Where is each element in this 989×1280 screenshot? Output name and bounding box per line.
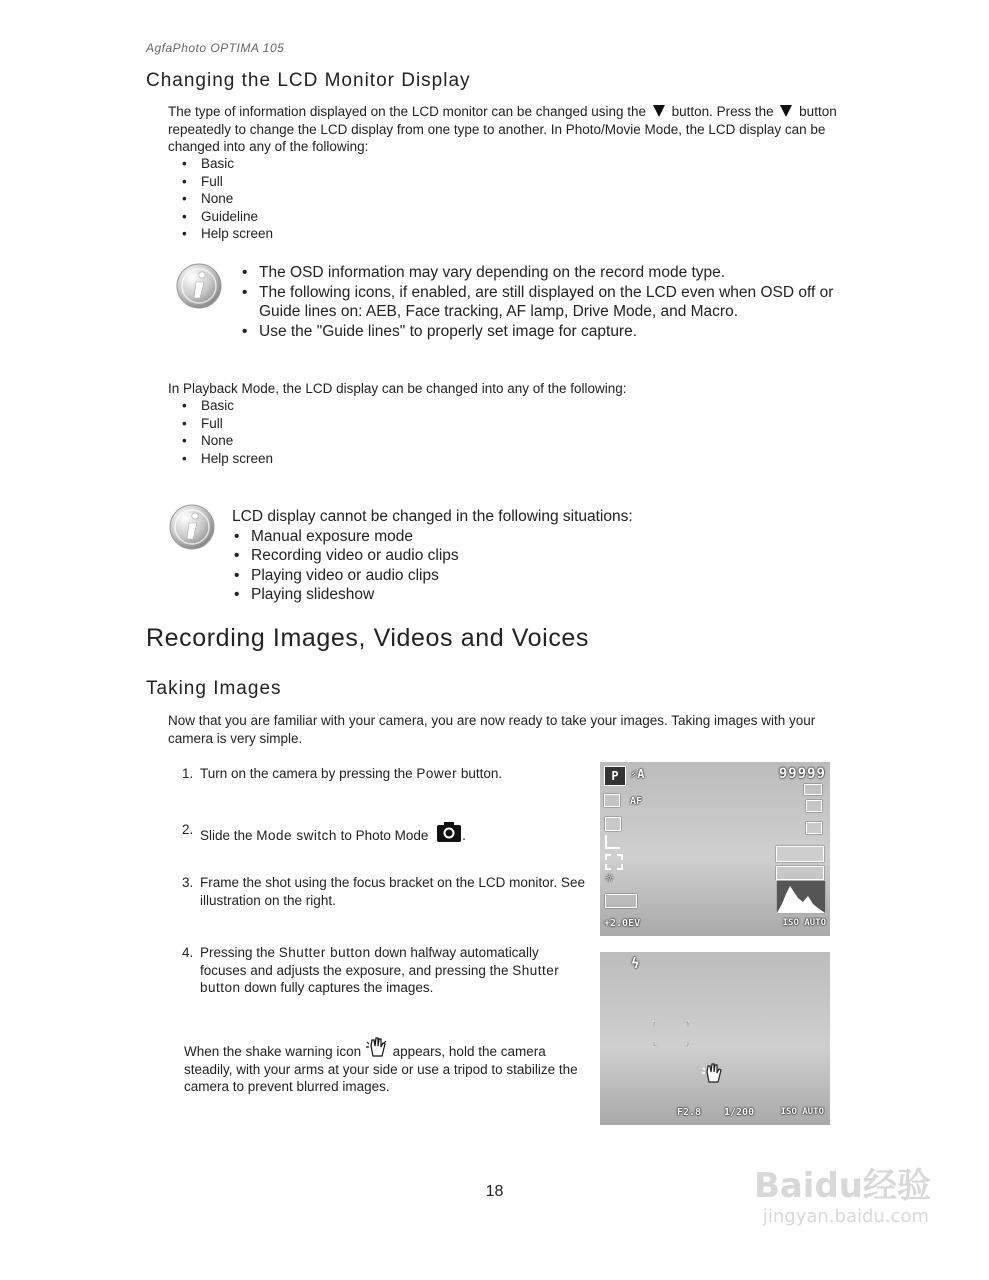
metering-icon — [605, 835, 620, 849]
note-item: • Recording video or audio clips — [232, 546, 732, 566]
page-number: 18 — [485, 1183, 504, 1200]
color-icon — [776, 866, 824, 880]
list-item: • Full — [168, 415, 273, 433]
list-item: • Help screen — [168, 225, 273, 243]
iso-indicator: ISO AUTO — [782, 918, 826, 928]
note-item: • The OSD information may vary depending on the record mode type. — [240, 263, 850, 283]
shake-text-a: When the shake warning icon — [184, 1044, 362, 1059]
shake-warning-paragraph — [184, 1036, 589, 1096]
intro-text-a: The type of information displayed on the LCD monitor can be changed using the — [168, 104, 647, 119]
playback-mode-list — [168, 397, 273, 467]
document-header: AgfaPhoto OPTIMA 105 — [146, 41, 285, 55]
step-number: 1. — [182, 766, 194, 781]
list-item: • Guideline — [168, 208, 273, 226]
step-keyword: Shutter button — [278, 945, 371, 960]
quality-icon — [605, 817, 621, 831]
focus-bracket — [650, 1018, 692, 1050]
down-arrow-icon — [780, 105, 792, 117]
step-text: to Photo Mode — [336, 828, 429, 843]
program-mode-icon: P — [604, 766, 626, 786]
histogram — [776, 880, 826, 914]
lcd-shutter-half-press-illustration — [600, 952, 830, 1125]
note-intro: LCD display cannot be changed in the following situations: — [232, 508, 633, 525]
step-keyword: Mode switch — [256, 828, 337, 843]
step-text: Pressing the — [200, 945, 279, 960]
intro-text-b: button. Press the — [671, 104, 774, 119]
section-title-recording: Recording Images, Videos and Voices — [146, 624, 590, 652]
step-text: Turn on the camera by pressing the — [200, 766, 417, 781]
photo-mode-list — [168, 155, 273, 243]
list-item: • None — [168, 190, 273, 208]
aperture-value: F2.8 — [677, 1107, 702, 1118]
battery-icon — [804, 784, 822, 795]
step-text: down halfway automatically focuses and adjusts the exposure, and pressing the — [200, 945, 539, 978]
list-item: • None — [168, 432, 273, 450]
note-box-lcd-restrictions — [232, 507, 732, 605]
step-number: 3. — [182, 875, 194, 890]
flash-icon: ϟ — [631, 956, 640, 972]
focus-area-icon — [605, 854, 623, 870]
step-1 — [182, 765, 587, 783]
info-icon — [175, 262, 223, 315]
down-arrow-icon — [653, 105, 665, 117]
note-item: • Manual exposure mode — [232, 527, 732, 547]
intro-text-c: button repeatedly to change the LCD display from one type to another. In Photo/Movie Mode, the LCD display can be changed into any of the following: — [168, 104, 837, 154]
step-keyword: Shutter button — [200, 962, 560, 995]
watermark-url: jingyan.baidu.com — [762, 1206, 929, 1227]
section-title-lcd: Changing the LCD Monitor Display — [146, 70, 471, 91]
camera-icon — [436, 821, 462, 843]
step-number: 2. — [182, 822, 194, 837]
list-item: • Basic — [168, 155, 273, 173]
note-item: • Playing video or audio clips — [232, 566, 732, 586]
date-stamp-icon — [806, 822, 822, 834]
af-lamp-icon: AF — [630, 796, 643, 807]
note-item: • Use the "Guide lines" to properly set image for capture. — [240, 322, 850, 342]
step-text: Frame the shot using the focus bracket on the LCD monitor. See illustration on the right. — [200, 875, 585, 908]
step-text: down fully captures the images. — [240, 980, 434, 995]
taking-images-intro: Now that you are familiar with your camera, you are now ready to take your images. Taking images with your camera is very simple. — [168, 713, 816, 746]
note-box-osd — [240, 263, 850, 341]
note-item: • The following icons, if enabled, are still displayed on the LCD even when OSD off or Guide lines on: AEB, Face tracking, AF lamp, Drive Mode, and Macro. — [240, 283, 850, 322]
shutter-speed: 1/200 — [724, 1107, 755, 1118]
shake-warning-icon — [701, 1062, 725, 1084]
list-item: • Basic — [168, 397, 273, 415]
step-number: 4. — [182, 945, 194, 960]
playback-intro: In Playback Mode, the LCD display can be changed into any of the following: — [168, 381, 627, 396]
step-3 — [182, 874, 587, 909]
watermark-brand: Baidu经验 — [753, 1166, 931, 1206]
storage-icon — [806, 800, 822, 812]
subsection-title-taking-images: Taking Images — [146, 678, 282, 699]
lcd-full-display-illustration — [600, 762, 830, 936]
shot-count: 99999 — [778, 766, 826, 782]
step-text: Slide the — [200, 828, 257, 843]
iso-indicator: ISO AUTO — [780, 1107, 824, 1117]
step-keyword: Power — [416, 766, 458, 781]
white-balance-icon: ☼ — [605, 871, 614, 887]
step-text: button. — [457, 766, 503, 781]
note-item: • Playing slideshow — [232, 585, 732, 605]
step-2: 2. Slide the Mode switch to Photo Mode . — [182, 822, 466, 843]
step-4 — [182, 944, 587, 997]
face-tracking-icon — [605, 894, 637, 908]
flash-auto-icon: ⚡A — [630, 767, 645, 781]
exposure-value: +2.0EV — [604, 918, 641, 929]
resolution-icon — [604, 794, 620, 807]
info-icon — [168, 503, 216, 556]
intro-paragraph — [168, 103, 848, 156]
stabilizer-icon — [776, 846, 824, 862]
shake-text-b: appears, hold the camera steadily, with your arms at your side or use a tripod to stabilize the camera to prevent blurred images. — [184, 1044, 578, 1094]
shake-warning-icon — [365, 1036, 389, 1058]
list-item: • Full — [168, 173, 273, 191]
list-item: • Help screen — [168, 450, 273, 468]
